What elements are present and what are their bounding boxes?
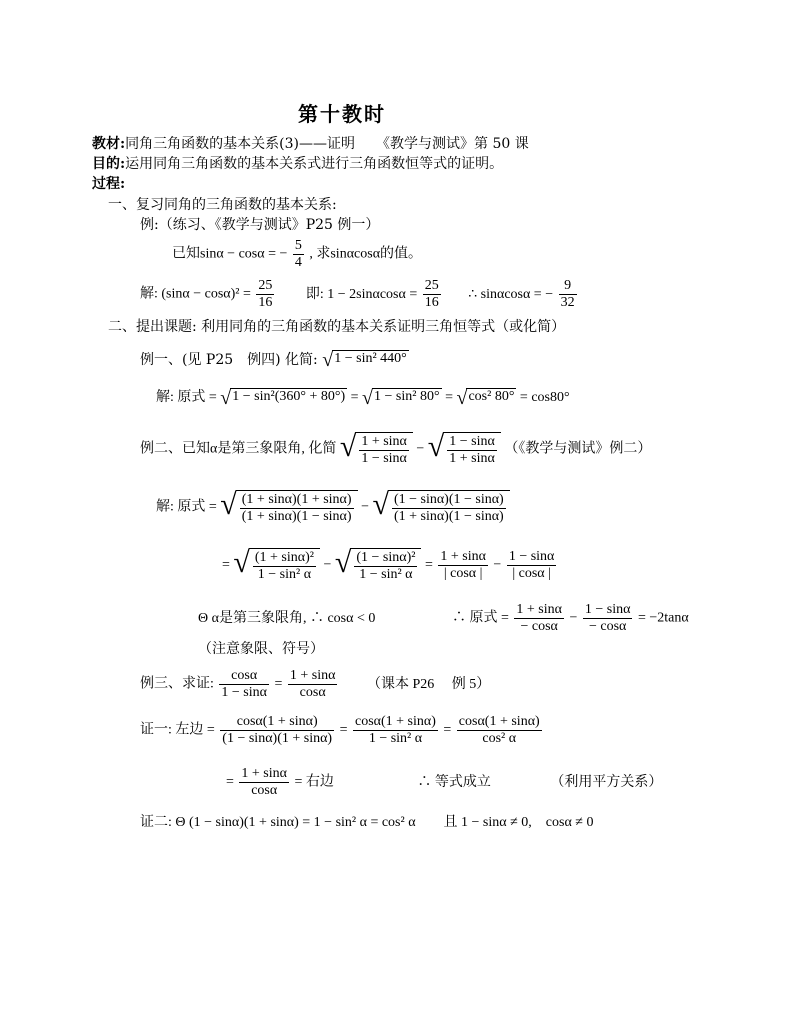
ex3-prefix: 例三、求证: [140,676,214,692]
frac-den: (1 + sinα)(1 − sinα) [393,509,504,524]
frac-num: cosα(1 + sinα) [458,714,540,729]
frac-num: cosα [231,668,258,683]
ex2-s-radical-2: √ $\frac{(1 - \sin\alpha)(1 - \sin\alpha)}{(1 + \sin\alpha)(1 - \sin\alpha)}$ [372,490,509,525]
ex2-since: Θ α是第三象限角, ∴ cosα < 0 [198,611,376,626]
p1-note: （利用平方关系） [550,774,663,790]
frac-num: 1 − sinα [584,602,631,617]
proof2-line: 证二: Θ (1 − sinα)(1 + sinα) = 1 − sin² α = cos² α 且 1 − sinα ≠ 0, cosα ≠ 0 [140,815,594,830]
frac-num: cosα(1 + sinα) [236,714,318,729]
solution-part-c: ∴ sinαcosα = − [468,286,554,302]
equals: = [274,676,283,692]
minus: − [361,499,369,515]
frac-den: − cosα [514,618,564,635]
frac-num: 1 − sinα [449,434,495,449]
frac-den: | cosα | [507,565,557,582]
equals: = [339,722,348,738]
ex2-u-frac-1 [438,549,488,582]
ex2-frac-1 [359,434,409,467]
frac-den: (1 − sinα)(1 + sinα) [222,731,333,746]
ex2-v-frac-1 [514,602,564,635]
solution-label: 解: [140,286,158,302]
frac-den: 1 − sin² α [354,566,417,583]
ex1-radical-3: √cos² 80° [456,387,515,409]
frac-num: 1 + sinα [516,602,562,617]
ex2-radical-1: √ $\frac{1 + \sin\alpha}{1 - \sin\alpha}$ [340,432,413,467]
p1-frac-3 [457,714,542,747]
example1-radicand: 1 − sin² 440° [334,351,407,366]
solution-part-b: 即: 1 − 2sinαcosα = [305,286,418,302]
ex2-s-radical-1: √ $\frac{(1 + \sin\alpha)(1 + \sin\alpha)}{(1 + \sin\alpha)(1 - \sin\alpha)}$ [220,490,357,525]
ex2-note: （注意象限、符号） [198,641,324,657]
ex2-radical-2: √ $\frac{1 - \sin\alpha}{1 + \sin\alpha}$ [428,432,501,467]
given-suffix: , 求sinαcosα的值。 [309,246,423,262]
solution-fraction-3 [559,278,577,311]
equals: = [350,390,359,406]
frac-den: 1 − sin² α [353,730,438,747]
frac-den: cos² α [457,730,542,747]
given-prefix: 已知sinα − cosα = − [172,246,288,262]
minus: − [416,441,425,457]
material-label: 教材: [92,136,126,152]
ex2-t-radical-1: √ $\frac{\text{(1 + sinα)²}}{\text{1 − sin² α}}$ [233,548,320,583]
solution-fraction-2 [423,278,441,311]
ex3-frac-1 [219,668,269,701]
p1-right-side: = 右边 [294,774,334,790]
frac-num: (1 − sinα)² [356,550,416,565]
frac-den: 1 − sin² α [253,566,316,583]
p1-frac-2 [353,714,438,747]
ex2-frac-2 [447,434,497,467]
example3-line [140,668,490,701]
p1-frac-4 [239,766,289,799]
section1-heading: 一、复习同角的三角函数的基本关系: [108,197,337,213]
ex2-t-radical-2: √ $\frac{\text{(1 − sinα)²}}{\text{1 − sin² α}}$ [335,548,422,583]
frac-den: 32 [560,295,575,310]
frac-den: 1 − sinα [361,451,407,466]
radicand: cos² 80° [468,389,515,404]
proof1-line2 [226,766,662,799]
minus: − [493,557,502,573]
ex2-solution-line1 [156,490,510,525]
frac-den: 16 [258,295,273,310]
solution-line [140,278,579,311]
page-title: 第十教时 [298,102,386,126]
material-text: 同角三角函数的基本关系(3)——证明 《教学与测试》第 50 课 [125,136,529,152]
frac-den: − cosα [583,618,633,635]
frac-den: 1 − sinα [221,685,267,700]
proof1-label: 证一: 左边 = [140,722,215,738]
ex2-prefix: 例二、已知α是第三象限角, 化简 [140,441,337,457]
section1-example-intro: 例:（练习、《教学与测试》P25 例一） [140,217,380,233]
ex2-therefore: ∴ 原式 = [452,610,509,626]
ex1-radical-1: √1 − sin²(360° + 80°) [220,387,346,409]
example1-line [140,350,409,370]
frac-num: (1 + sinα)(1 + sinα) [241,492,352,507]
ex1-sol-label: 解: 原式 = [156,390,217,406]
frac-num: 9 [564,278,572,293]
minus: − [323,557,332,573]
goal-line [92,157,503,171]
given-line [172,238,422,271]
equals: = [222,557,230,573]
example1-text: 例一、(见 P25 例四) 化简: [140,352,318,368]
material-line [92,137,529,151]
given-den: 4 [294,255,302,270]
frac-num: cosα(1 + sinα) [355,714,436,729]
given-fraction [293,238,304,271]
proof1-line1 [140,714,544,747]
solution-part-a: (sinα − cosα)² = [161,286,251,302]
radicand: 1 − sin²(360° + 80°) [232,389,346,404]
frac-num: 1 + sinα [241,766,287,781]
equals: = [424,557,433,573]
ex2-therefore-line [452,602,689,635]
equals: = [443,722,452,738]
frac-den: | cosα | [438,565,488,582]
radicand: 1 − sin² 80° [374,389,440,404]
frac-den: 16 [424,295,439,310]
ex2-sol-label: 解: 原式 = [156,499,217,515]
p1-conclusion: ∴ 等式成立 [417,774,491,790]
ex2-reference: （《教学与测试》例二） [504,441,652,457]
frac-num: 1 − sinα [508,549,555,564]
ex1-result: = cos80° [519,390,570,406]
frac-den: cosα [239,782,289,799]
frac-num: 25 [424,278,439,293]
frac-num: (1 + sinα)² [254,550,314,565]
ex2-solution-line2 [222,548,558,583]
p1-frac-1 [220,714,334,747]
solution-fraction-1 [256,278,274,311]
example1-solution [156,388,570,408]
process-label: 过程: [92,176,126,192]
ex2-result: = −2tanα [637,610,689,626]
equals: = [226,774,234,790]
ex1-radical-2: √1 − sin² 80° [362,387,440,409]
example2-line [140,432,651,467]
frac-num: 25 [258,278,273,293]
section2-heading: 二、提出课题: 利用同角的三角函数的基本关系证明三角恒等式（或化简） [108,319,566,335]
frac-den: 1 + sinα [449,451,495,466]
frac-num: 1 + sinα [440,549,486,564]
frac-num: 1 + sinα [361,434,407,449]
frac-num: (1 − sinα)(1 − sinα) [393,492,504,507]
ex3-reference: （课本 P26 例 5） [366,676,491,692]
example1-radical: √1 − sin² 440° [322,349,407,371]
ex2-v-frac-2 [583,602,633,635]
frac-num: 1 + sinα [289,668,336,683]
goal-label: 目的: [92,156,126,172]
frac-den: (1 + sinα)(1 − sinα) [241,509,352,524]
goal-text: 运用同角三角函数的基本关系式进行三角函数恒等式的证明。 [125,156,504,172]
frac-den: cosα [288,684,338,701]
ex3-frac-2 [288,668,338,701]
equals: = [445,390,453,406]
ex2-u-frac-2 [507,549,557,582]
minus: − [569,610,578,626]
given-num: 5 [294,238,302,253]
